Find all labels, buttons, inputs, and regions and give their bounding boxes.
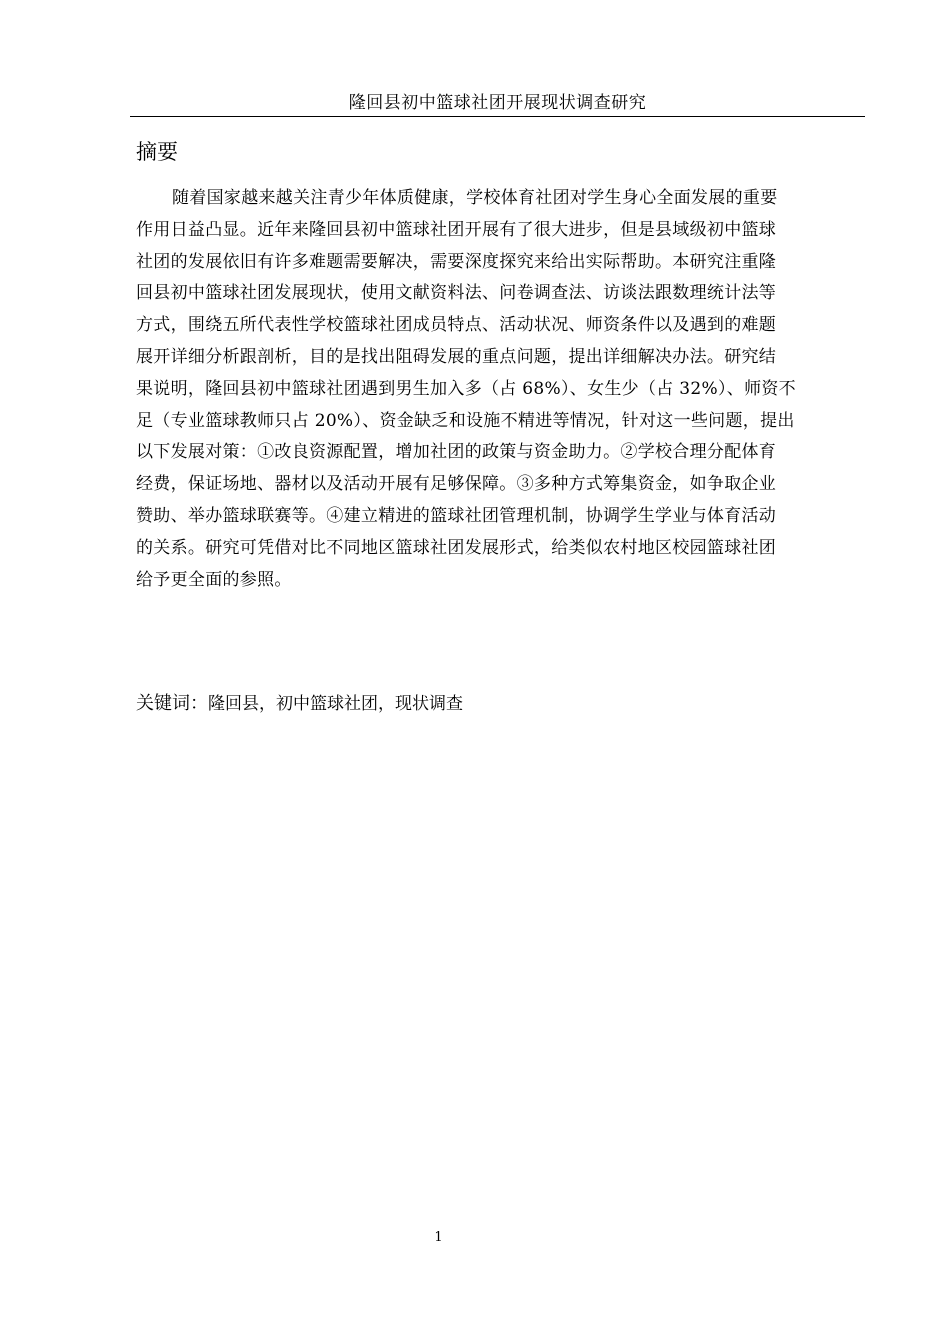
abstract-heading: 摘要 <box>136 140 178 164</box>
abstract-line: 回县初中篮球社团发展现状，使用文献资料法、问卷调查法、访谈法跟数理统计法等 <box>136 283 777 304</box>
keywords <box>136 690 463 718</box>
abstract-line: 赞助、举办篮球联赛等。④建立精进的篮球社团管理机制，协调学生学业与体育活动 <box>136 505 777 526</box>
abstract-line: 社团的发展依旧有许多难题需要解决，需要深度探究来给出实际帮助。本研究注重隆 <box>136 251 777 272</box>
abstract-line: 的关系。研究可凭借对比不同地区篮球社团发展形式，给类似农村地区校园篮球社团 <box>136 537 777 558</box>
abstract-line: 展开详细分析跟剖析，目的是找出阻碍发展的重点问题，提出详细解决办法。研究结 <box>136 346 777 367</box>
abstract-line: 随着国家越来越关注青少年体质健康，学校体育社团对学生身心全面发展的重要 <box>172 188 778 208</box>
abstract-line: 方式，围绕五所代表性学校篮球社团成员特点、活动状况、师资条件以及遇到的难题 <box>136 315 777 336</box>
keywords-value: 隆回县，初中篮球社团，现状调查 <box>208 694 463 714</box>
abstract-line: 作用日益凸显。近年来隆回县初中篮球社团开展有了很大进步，但是县域级初中篮球 <box>136 219 777 240</box>
abstract-line: 给予更全面的参照。 <box>136 569 292 590</box>
running-title: 隆回县初中篮球社团开展现状调查研究 <box>348 93 647 113</box>
abstract-line: 果说明，隆回县初中篮球社团遇到男生加入多（占 68%）、女生少（占 32%）、师资不 <box>136 378 796 399</box>
page-header <box>130 92 865 117</box>
abstract-line: 经费，保证场地、器材以及活动开展有足够保障。③多种方式筹集资金，如争取企业 <box>136 474 777 495</box>
abstract-body <box>136 184 861 597</box>
page-number: 1 <box>434 1230 443 1245</box>
keywords-label: 关键词： <box>136 693 208 714</box>
abstract-line: 足（专业篮球教师只占 20%）、资金缺乏和设施不精进等情况，针对这一些问题，提出 <box>136 410 795 431</box>
abstract-line: 以下发展对策：①改良资源配置，增加社团的政策与资金助力。②学校合理分配体育 <box>136 442 777 463</box>
